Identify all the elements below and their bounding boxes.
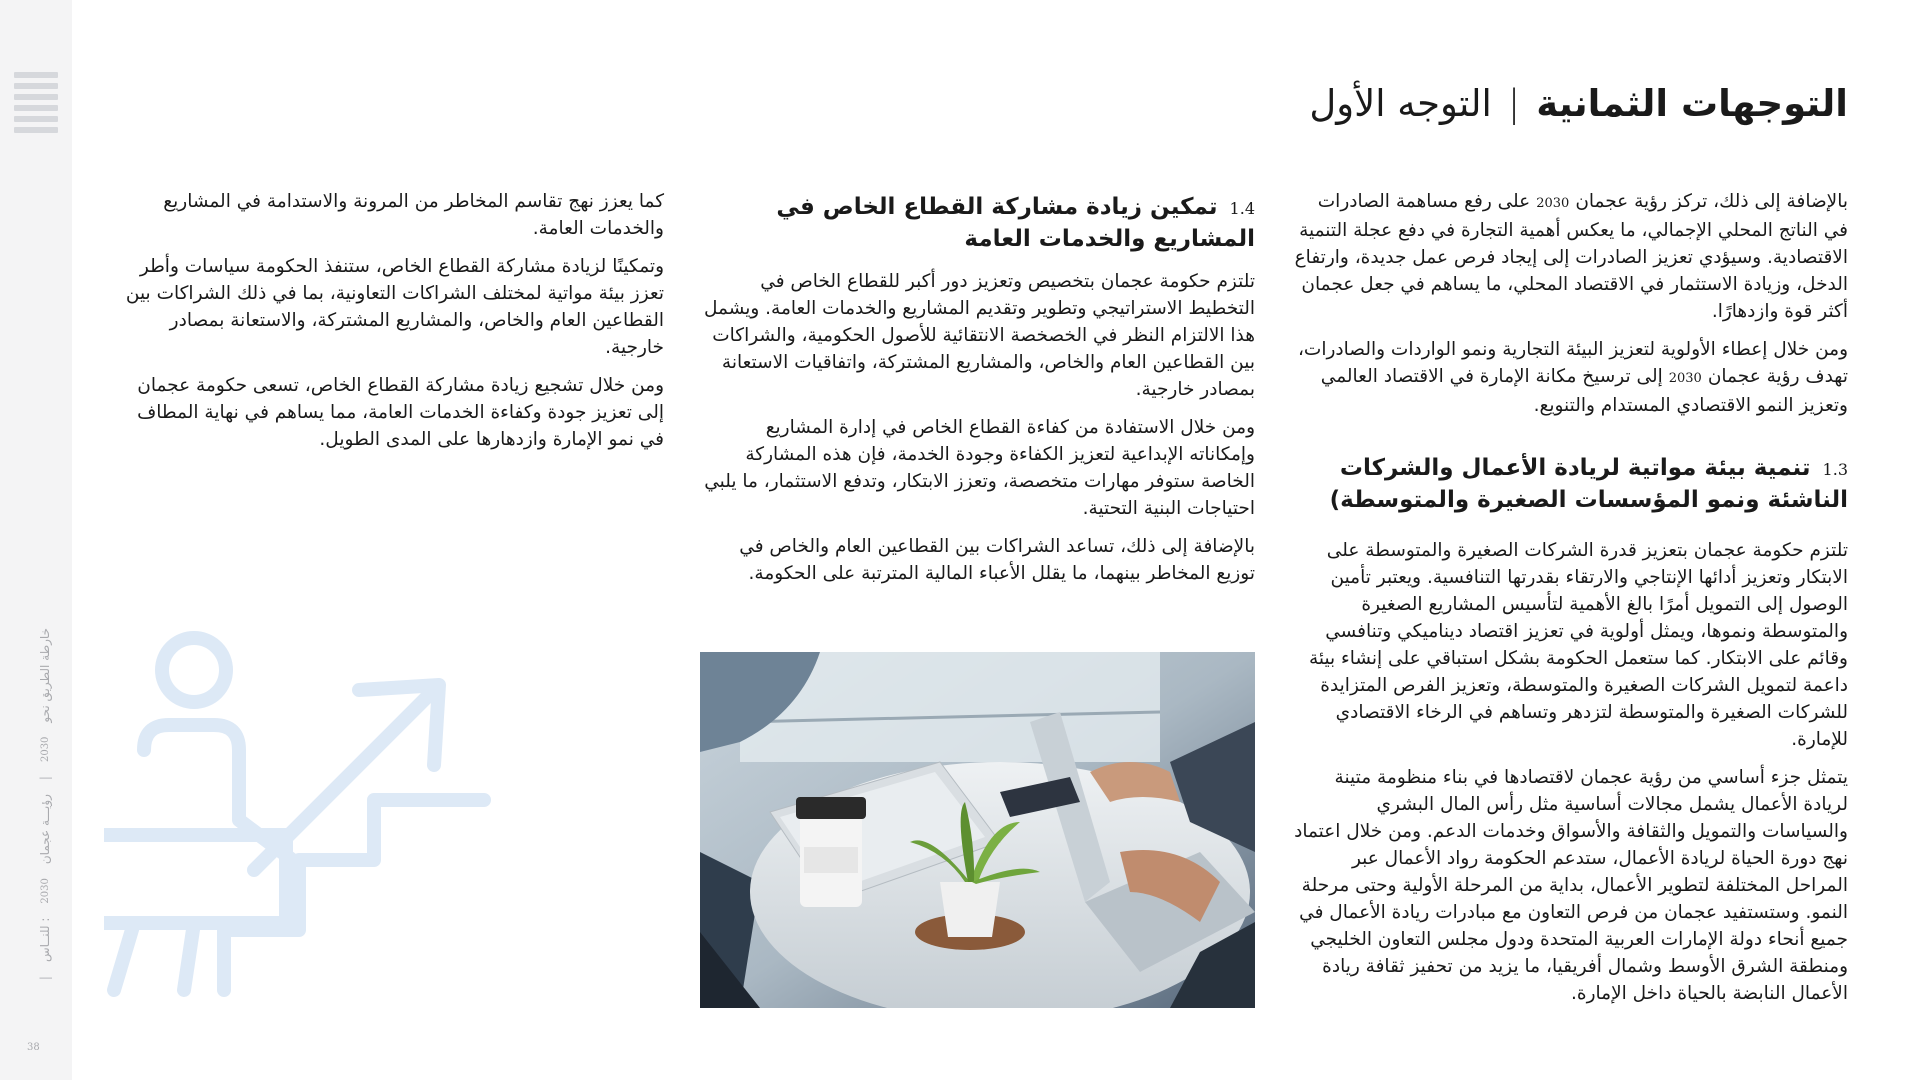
caption-people: : للنــاس xyxy=(38,917,52,963)
paragraph-text: ومن خلال إعطاء الأولوية لتعزيز البيئة التجارية ونمو الواردات والصادرات، تهدف رؤية عجمان xyxy=(1297,339,1848,387)
section-number: 1.4 xyxy=(1229,199,1255,218)
caption-year: 2030 xyxy=(39,736,51,763)
paragraph-text: على رفع مساهمة الصادرات في الناتج المحلي الإجمالي، ما يعكس أهمية التجارة في دفع عجلة التنمية الاقتصادية. وسيؤدي تعزيز الصادرات إلى إيجاد فرص عمل جديدة، وارتفاع الدخل، وزيادة الاستثمار في الاقتصاد المحلي، ما يساهم في جعل عجمان أكثر قوة وازدهارًا. xyxy=(1294,191,1848,322)
left-column xyxy=(114,188,664,464)
caption-roadmap: خارطة الطريق نحو xyxy=(38,628,52,723)
page-title xyxy=(1309,82,1848,125)
paragraph: وتمكينًا لزيادة مشاركة القطاع الخاص، ستنفذ الحكومة سياسات وأطر تعزز بيئة مواتية لمختلف الشراكات التعاونية، بما في ذلك الشراكات بين القطاعين العام والخاص، والمشاريع المشتركة، والاستعانة بمصادر خارجية. xyxy=(125,256,664,358)
caption-separator-end: | xyxy=(38,976,52,981)
sidebar-caption xyxy=(38,628,52,1008)
paragraph-text: إلى ترسيخ مكانة الإمارة في الاقتصاد العالمي وتعزيز النمو الاقتصادي المستدام والتنويع. xyxy=(1320,366,1848,416)
year-number: 2030 xyxy=(1668,371,1702,386)
section-heading-1-4 xyxy=(695,192,1255,254)
title-main: التوجهات الثمانية xyxy=(1536,82,1848,125)
paragraph: كما يعزز نهج تقاسم المخاطر من المرونة والاستدامة في المشاريع والخدمات العامة. xyxy=(163,191,664,239)
logo-icon xyxy=(14,72,58,136)
section-number: 1.3 xyxy=(1822,460,1848,479)
section-title: تنمية بيئة مواتية لريادة الأعمال والشركات الناشئة ونمو المؤسسات الصغيرة والمتوسطة) xyxy=(1329,455,1848,513)
paragraph: ومن خلال الاستفادة من كفاءة القطاع الخاص في إدارة المشاريع وإمكاناته الإبداعية لتعزيز الكفاءة وجودة الخدمة، فإن هذه المشاركة الخاصة ستوفر مهارات متخصصة، وتعزز الابتكار، وتدفع الاستثمار، ما يلبي احتياجات البنية التحتية. xyxy=(704,417,1255,519)
business-meeting-photo xyxy=(700,652,1255,1008)
sidebar xyxy=(0,0,72,1080)
year-number: 2030 xyxy=(1536,196,1570,211)
right-column xyxy=(1288,188,1848,1018)
paragraph: تلتزم حكومة عجمان بتخصيص وتعزيز دور أكبر للقطاع الخاص في التخطيط الاستراتيجي وتطوير وتقديم المشاريع والخدمات العامة. ويشمل هذا الالتزام النظر في الخصخصة الانتقائية للأصول الحكومية، والشراكات بين القطاعين العام والخاص، والمشاريع المشتركة، واتفاقيات الاستعانة بمصادر خارجية. xyxy=(704,271,1255,400)
middle-column xyxy=(695,192,1255,598)
paragraph: تلتزم حكومة عجمان بتعزيز قدرة الشركات الصغيرة والمتوسطة على الابتكار وتعزيز أدائها الإنتاجي والارتقاء بقدرتها التنافسية. ويعتبر تأمين الوصول إلى التمويل أمرًا بالغ الأهمية لتأسيس المشاريع الصغيرة والمتوسطة ونموها، ويمثل أولوية في تعزيز اقتصاد ديناميكي وتنافسي وقائم على الابتكار. كما ستعمل الحكومة بشكل استباقي على إنشاء بيئة داعمة لتمويل الشركات الصغيرة والمتوسطة، وتعزيز الفرص المتزايدة للشركات الصغيرة والمتوسطة لتزدهر وتساهم في الرخاء الاقتصادي للإمارة. xyxy=(1308,540,1848,750)
caption-vision: رؤيـــة عجمان xyxy=(38,794,52,865)
paragraph xyxy=(1288,188,1848,325)
section-title: تمكين زيادة مشاركة القطاع الخاص في المشاريع والخدمات العامة xyxy=(776,194,1255,252)
title-separator: | xyxy=(1507,82,1521,125)
page-number: 38 xyxy=(27,1042,40,1053)
paragraph xyxy=(1288,336,1848,419)
title-sub: التوجه الأول xyxy=(1309,82,1492,125)
photo-illustration xyxy=(700,652,1255,1008)
paragraph: بالإضافة إلى ذلك، تساعد الشراكات بين القطاعين العام والخاص في توزيع المخاطر بينهما، ما يقلل الأعباء المالية المترتبة على الحكومة. xyxy=(739,536,1255,584)
paragraph-text: بالإضافة إلى ذلك، تركز رؤية عجمان xyxy=(1575,191,1848,212)
caption-vision-year: 2030 xyxy=(39,878,51,904)
growth-watermark-icon xyxy=(104,630,504,1010)
section-heading-1-3 xyxy=(1288,453,1848,515)
paragraph: يتمثل جزء أساسي من رؤية عجمان لاقتصادها في بناء منظومة متينة لريادة الأعمال يشمل مجالات أساسية مثل رأس المال البشري والسياسات والتمويل والثقافة والأسواق وخدمات الدعم. ومن خلال اعتماد نهج دورة الحياة لريادة الأعمال، ستدعم الحكومة رواد الأعمال عبر المراحل المختلفة لتطوير الأعمال، بداية من المرحلة الأولية وحتى مرحلة النمو. وستستفيد عجمان من فرص التعاون مع مبادرات ريادة الأعمال في جميع أنحاء دولة الإمارات العربية المتحدة ودول مجلس التعاون الخليجي ومنطقة الشرق الأوسط وشمال أفريقيا، ما يزيد من تحفيز ثقافة ريادة الأعمال النابضة بالحياة داخل الإمارة. xyxy=(1294,767,1848,1004)
caption-separator: | xyxy=(38,776,52,781)
paragraph: ومن خلال تشجيع زيادة مشاركة القطاع الخاص، تسعى حكومة عجمان إلى تعزيز جودة وكفاءة الخدمات العامة، مما يساهم في نهاية المطاف في نمو الإمارة وازدهارها على المدى الطويل. xyxy=(137,375,664,450)
